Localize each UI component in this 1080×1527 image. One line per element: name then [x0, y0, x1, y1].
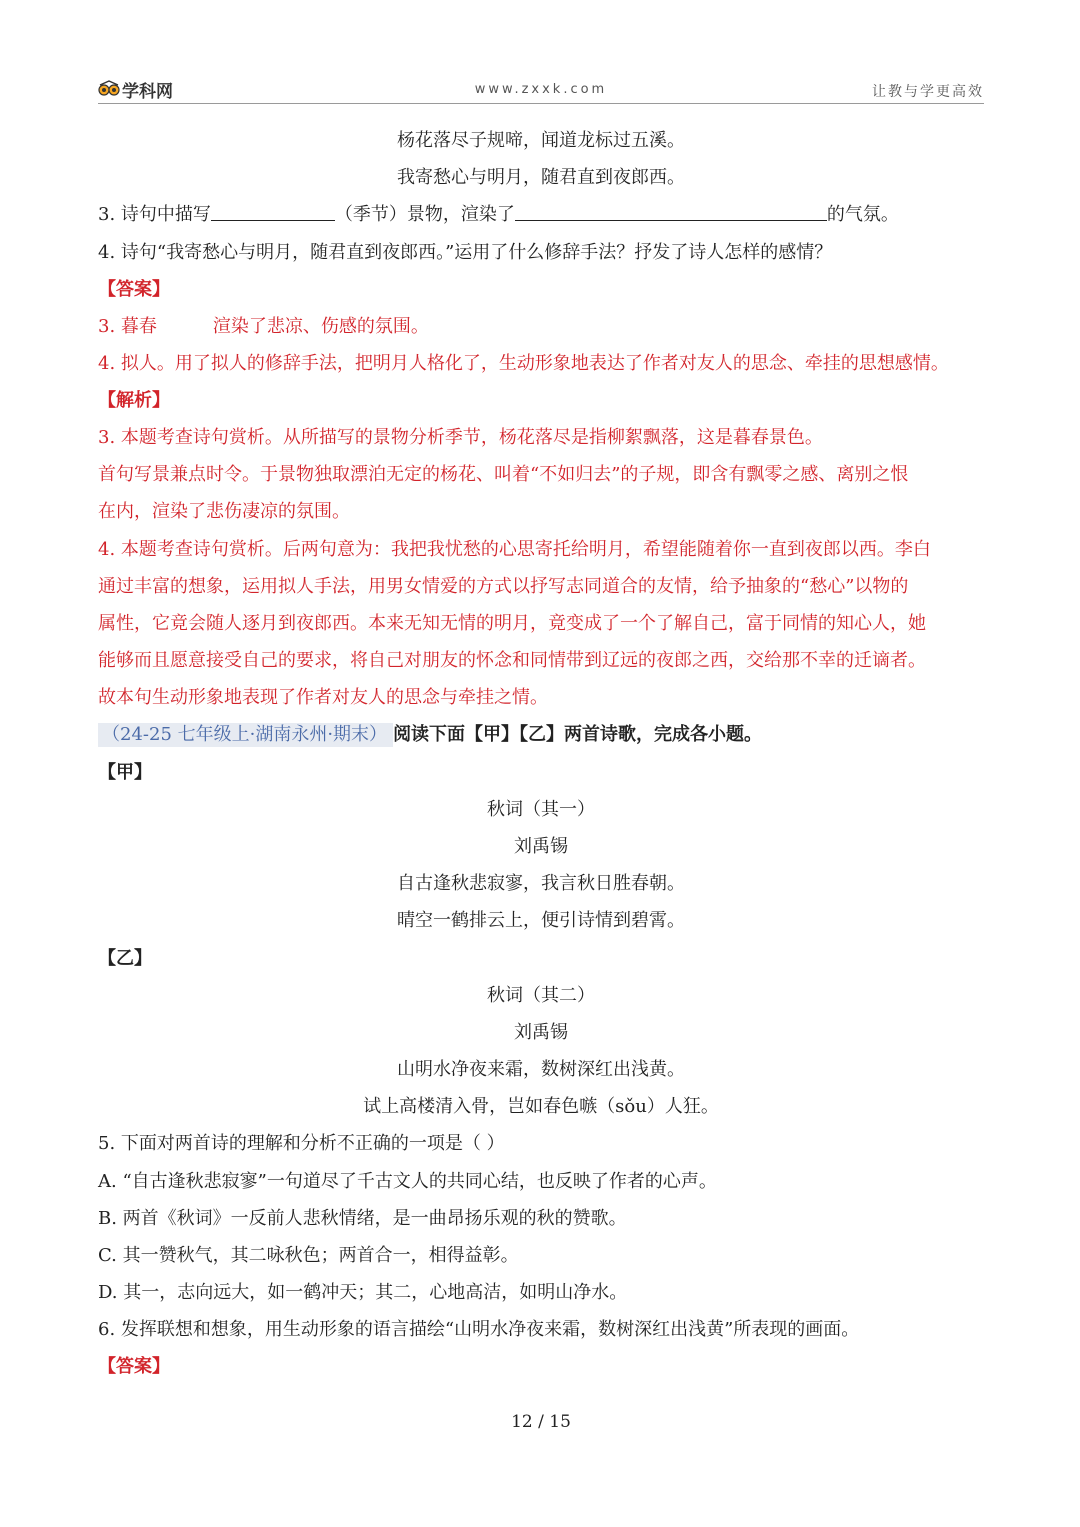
analysis-line: 属性，它竟会随人逐月到夜郎西。本来无知无情的明月，竟变成了一个了解自己，富于同情的知心人，她: [98, 613, 926, 634]
question-3-part-c: 的气氛。: [826, 204, 899, 225]
answer-3-season: 3. 暮春: [98, 316, 157, 337]
analysis-line: 能够而且愿意接受自己的要求，将自己对朋友的怀念和同情带到辽远的夜郎之西，交给那不幸的迁谪者。: [98, 650, 926, 671]
analysis-label: 【解析】: [98, 390, 170, 411]
poem-jia-line-2: 晴空一鹤排云上，便引诗情到碧霄。: [397, 910, 685, 931]
question-3-part-b: （季节）景物，渲染了: [334, 204, 515, 225]
poem-yi-author: 刘禹锡: [514, 1022, 568, 1043]
answer-3-mood: 渲染了悲凉、伤感的氛围。: [212, 316, 429, 337]
poem-prev-line-2: 我寄愁心与明月，随君直到夜郎西。: [397, 167, 685, 188]
answer-label: 【答案】: [98, 279, 170, 300]
option-b: B. 两首《秋词》一反前人悲秋情绪，是一曲昂扬乐观的秋的赞歌。: [98, 1208, 627, 1229]
option-a: A. “自古逢秋悲寂寥”一句道尽了千古文人的共同心结，也反映了作者的心声。: [98, 1171, 717, 1192]
slogan: 让教与学更高效: [872, 84, 984, 100]
analysis-line: 3. 本题考查诗句赏析。从所描写的景物分析季节，杨花落尽是指柳絮飘落，这是暮春景色。: [98, 427, 823, 448]
page-header: [98, 76, 984, 104]
site-url: www.zxxk.com: [474, 82, 608, 97]
analysis-line: 故本句生动形象地表现了作者对友人的思念与牵挂之情。: [98, 687, 548, 708]
option-d: D. 其一，志向远大，如一鹤冲天；其二，心地高洁，如明山净水。: [98, 1282, 628, 1303]
poem-prev-line-1: 杨花落尽子规啼，闻道龙标过五溪。: [397, 130, 685, 151]
poem-jia-title: 秋词（其一）: [487, 799, 595, 820]
answer-4: 4. 拟人。用了拟人的修辞手法，把明月人格化了，生动形象地表达了作者对友人的思念、牵挂的思想感情。: [98, 353, 949, 374]
question-6: 6. 发挥联想和想象，用生动形象的语言描绘“山明水净夜来霜，数树深红出浅黄”所表现的画面。: [98, 1319, 860, 1340]
analysis-line: 在内，渲染了悲伤凄凉的氛围。: [98, 501, 350, 522]
analysis-line: 通过丰富的想象，运用拟人手法，用男女情爱的方式以抒写志同道合的友情，给予抽象的“愁心”以物的: [98, 576, 909, 597]
source-tag[interactable]: （24-25 七年级上·湖南永州·期末）: [98, 723, 393, 747]
question-3: [98, 202, 899, 228]
logo-text: 学科网: [122, 81, 173, 102]
answer-label-2: 【答案】: [98, 1356, 170, 1377]
answer-blank-mood: [515, 202, 827, 221]
answer-blank-season: [211, 202, 335, 221]
poem-yi-title: 秋词（其二）: [487, 985, 595, 1006]
section-instruction: 阅读下面【甲】【乙】两首诗歌，完成各小题。: [393, 724, 763, 745]
poem-yi-line-1: 山明水净夜来霜，数树深红出浅黄。: [397, 1059, 685, 1080]
question-5: 5. 下面对两首诗的理解和分析不正确的一项是（ ）: [98, 1133, 505, 1154]
question-4: 4. 诗句“我寄愁心与明月，随君直到夜郎西。”运用了什么修辞手法？抒发了诗人怎样的感情？: [98, 242, 833, 263]
poem-jia-line-1: 自古逢秋悲寂寥，我言秋日胜春朝。: [397, 873, 685, 894]
analysis-line: 首句写景兼点时令。于景物独取漂泊无定的杨花、叫着“不如归去”的子规，即含有飘零之感、离别之恨: [98, 464, 909, 485]
poem-jia-author: 刘禹锡: [514, 836, 568, 857]
option-c: C. 其一赞秋气，其二咏秋色；两首合一，相得益彰。: [98, 1245, 519, 1266]
poem-yi-label: 【乙】: [98, 948, 152, 969]
page-number: 12 / 15: [511, 1412, 571, 1432]
poem-jia-label: 【甲】: [98, 762, 152, 783]
answer-3: [98, 314, 429, 340]
poem-yi-line-2: 试上高楼清入骨，岂如春色嗾（sǒu）人狂。: [363, 1096, 719, 1117]
section-heading: [98, 722, 762, 748]
analysis-line: 4. 本题考查诗句赏析。后两句意为：我把我忧愁的心思寄托给明月，希望能随着你一直到夜郎以西。李白: [98, 539, 931, 560]
question-3-part-a: 3. 诗句中描写: [98, 204, 211, 225]
